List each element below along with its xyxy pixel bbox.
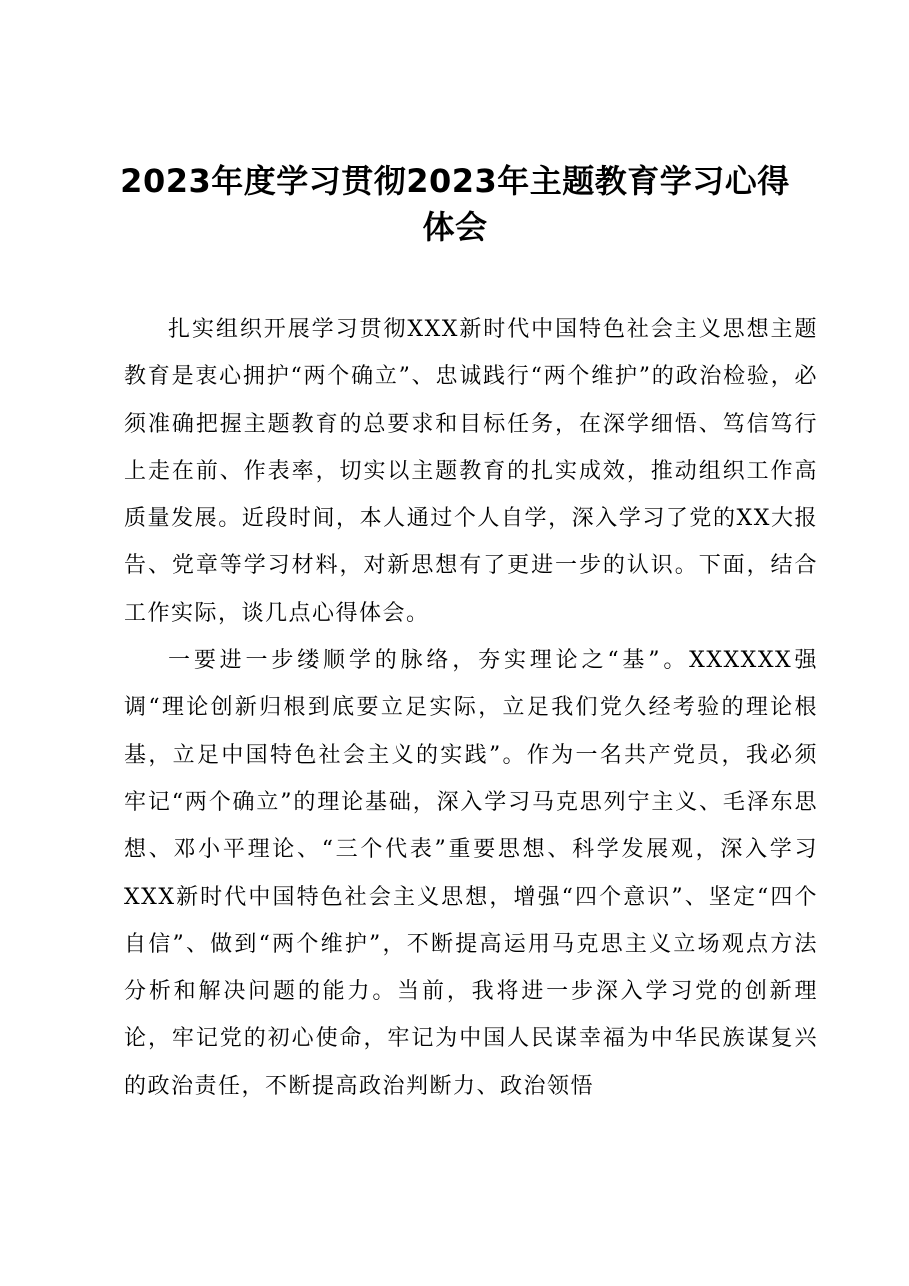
document-body (124, 306, 818, 1110)
paragraph-point-one: 一要进一步缕顺学的脉络，夯实理论之“基”。XXXXXX强调“理论创新归根到底要立足实际，立足我们党久经考验的理论根基，立足中国特色社会主义的实践”。作为一名共产党员，我必须牢记“两个确立”的理论基础，深入学习马克思列宁主义、毛泽东思想、邓小平理论、“三个代表”重要思想、科学发展观，深入学习XXX新时代中国特色社会主义思想，增强“四个意识”、坚定“四个自信”、做到“两个维护”，不断提高运用马克思主义立场观点方法分析和解决问题的能力。当前，我将进一步深入学习党的创新理论，牢记党的初心使命，牢记为中国人民谋幸福为中华民族谋复兴的政治责任，不断提高政治判断力、政治领悟 (124, 648, 818, 1099)
paragraph-intro: 扎实组织开展学习贯彻XXX新时代中国特色社会主义思想主题教育是衷心拥护“两个确立”、忠诚践行“两个维护”的政治检验，必须准确把握主题教育的总要求和目标任务，在深学细悟、笃信笃行上走在前、作表率，切实以主题教育的扎实成效，推动组织工作高质量发展。近段时间，本人通过个人自学，深入学习了党的XX大报告、党章等学习材料，对新思想有了更进一步的认识。下面，结合工作实际，谈几点心得体会。 (124, 317, 818, 626)
document-title: 2023年度学习贯彻2023年主题教育学习心得体会 (120, 162, 790, 246)
